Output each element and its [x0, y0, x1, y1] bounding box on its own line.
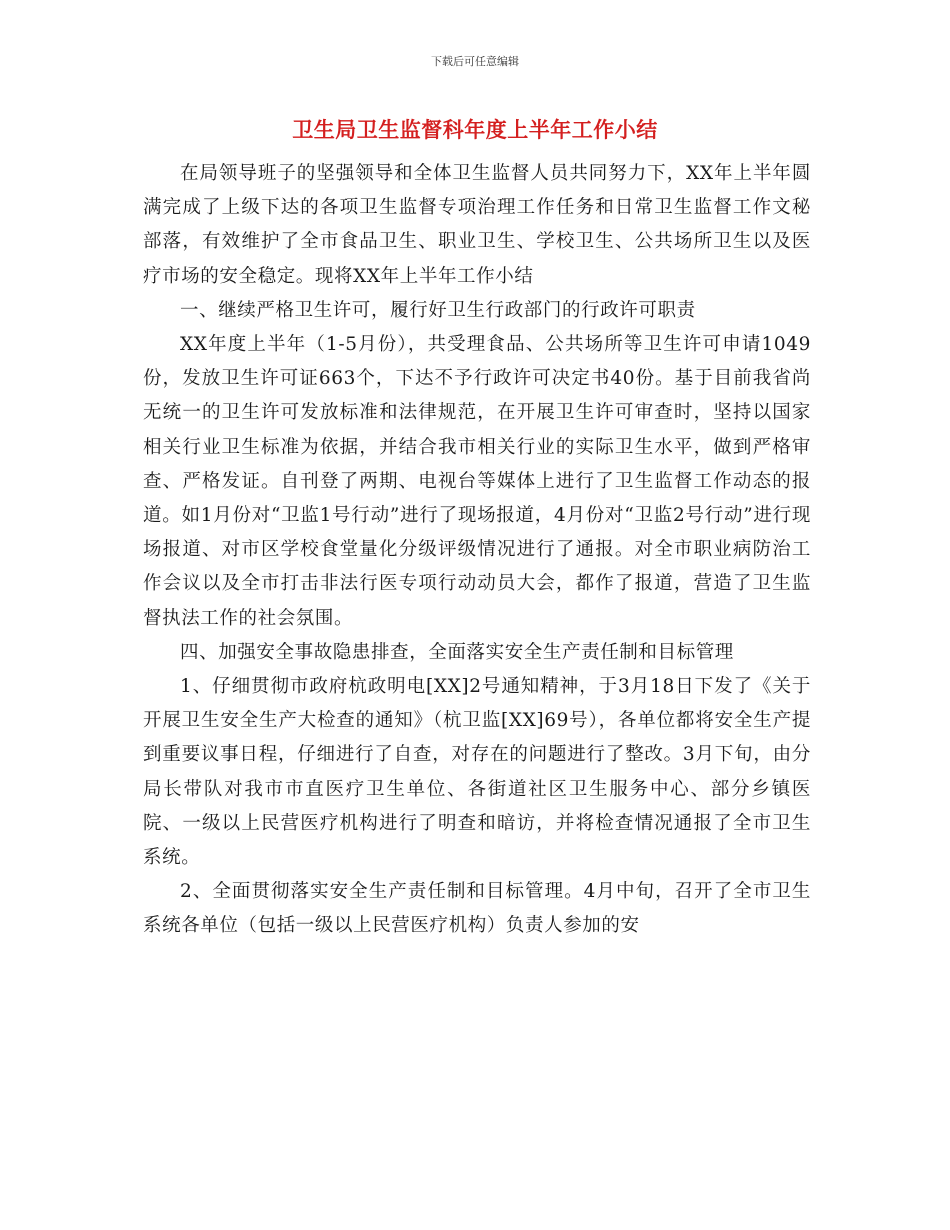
section-heading-1: 一、继续严格卫生许可，履行好卫生行政部门的行政许可职责: [180, 299, 696, 321]
document-title: 卫生局卫生监督科年度上半年工作小结: [292, 118, 658, 142]
paragraph-licensing: XX年度上半年（1-5月份），共受理食品、公共场所等卫生许可申请1049份，发放卫生许可证663个，下达不予行政许可决定书40份。基于目前我省尚无统一的卫生许可发放标准和法律规范，在开展卫生许可审查时，坚持以国家相关行业卫生标准为依据，并结合我市相关行业的实际卫生水平，做到严格审查、严格发证。自刊登了两期、电视台等媒体上进行了卫生监督工作动态的报道。如1月份对“卫监1号行动”进行了现场报道，4月份对“卫监2号行动”进行现场报道、对市区学校食堂量化分级评级情况进行了通报。对全市职业病防治工作会议以及全市打击非法行医专项行动动员大会，都作了报道，营造了卫生监督执法工作的社会氛围。: [143, 334, 811, 629]
page-header: 下载后可任意编辑: [431, 55, 519, 68]
section-heading-4: 四、加强安全事故隐患排查，全面落实安全生产责任制和目标管理: [180, 641, 734, 663]
paragraph-item-2: 2、全面贯彻落实安全生产责任制和目标管理。4月中旬，召开了全市卫生系统各单位（包括一级以上民营医疗机构）负责人参加的安: [143, 881, 811, 937]
paragraph-item-1: 1、仔细贯彻市政府杭政明电[XX]2号通知精神，于3月18日下发了《关于开展卫生安全生产大检查的通知》（杭卫监[XX]69号），各单位都将安全生产提到重要议事日程，仔细进行了自查，对存在的问题进行了整改。3月下旬，由分局长带队对我市市直医疗卫生单位、各街道社区卫生服务中心、部分乡镇医院、一级以上民营医疗机构进行了明查和暗访，并将检查情况通报了全市卫生系统。: [143, 676, 811, 869]
paragraph-intro: 在局领导班子的坚强领导和全体卫生监督人员共同努力下，XX年上半年圆满完成了上级下达的各项卫生监督专项治理工作任务和日常卫生监督工作文秘部落，有效维护了全市食品卫生、职业卫生、学校卫生、公共场所卫生以及医疗市场的安全稳定。现将XX年上半年工作小结: [143, 163, 811, 287]
document-body: [143, 157, 811, 944]
